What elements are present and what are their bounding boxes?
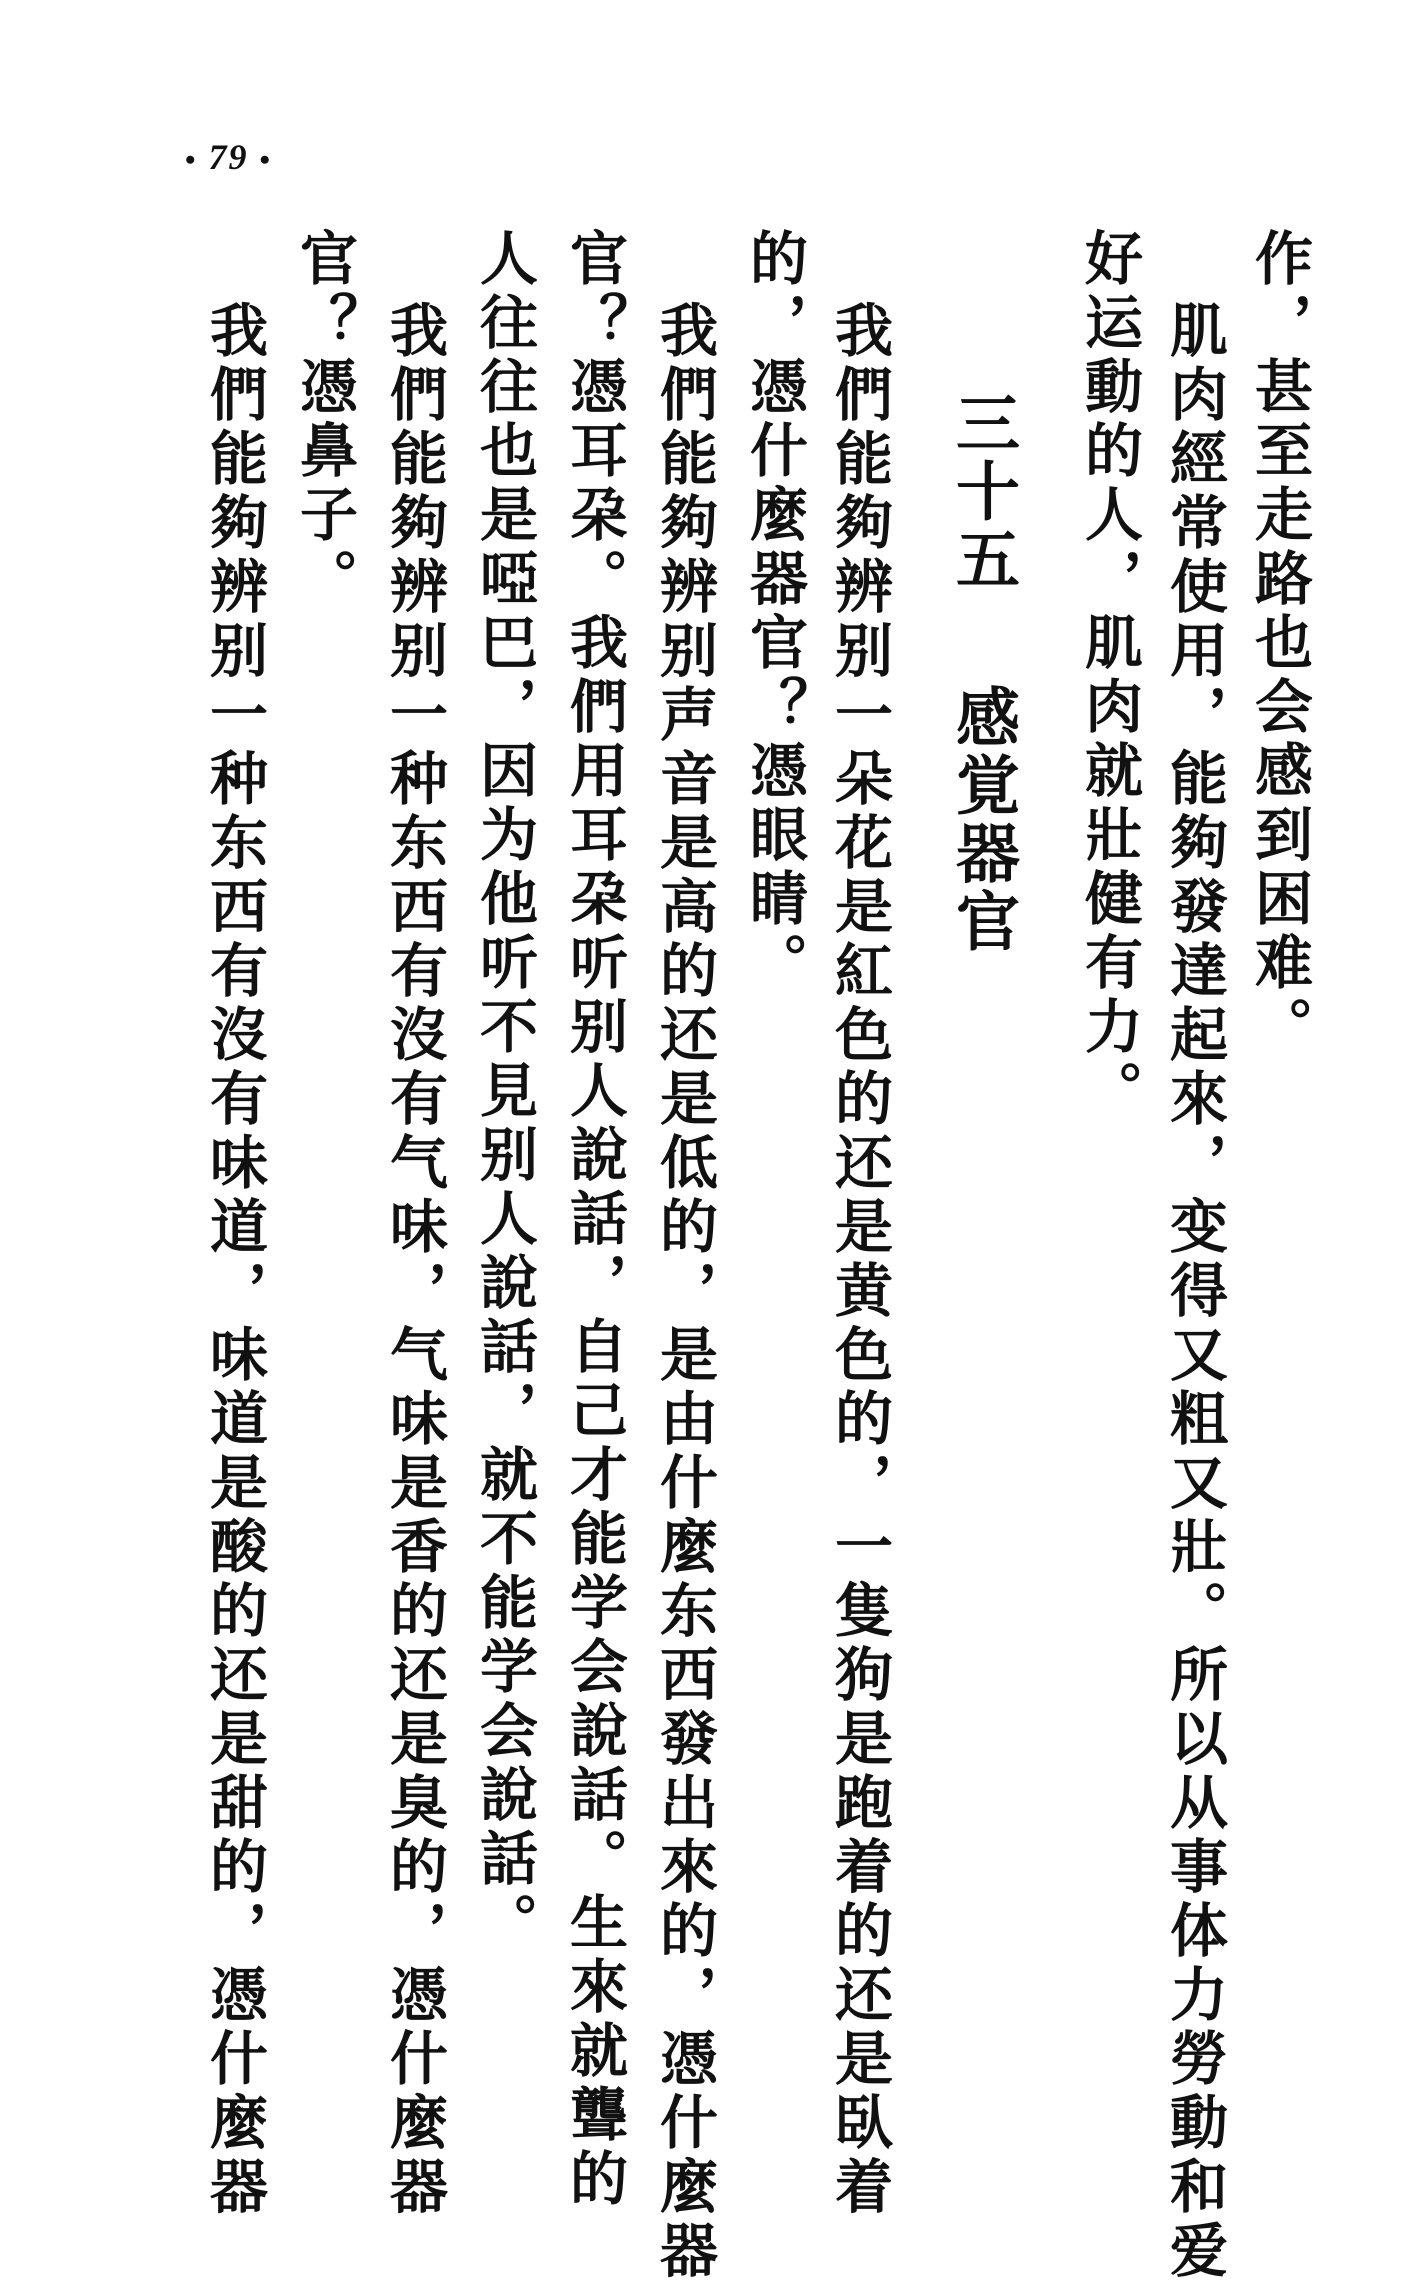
text-column-9: 我們能夠辨别一种东西有沒有气味，气味是香的还是臭的，憑什麼器 (380, 300, 448, 2220)
text-column-3: 好运動的人，肌肉就壯健有力。 (1075, 228, 1143, 1124)
text-column-1: 作，甚至走路也会感到困难。 (1245, 228, 1313, 1060)
section-number: 三十五 (945, 390, 1019, 594)
bullet-dot: • (259, 143, 273, 177)
bullet-dot: • (185, 143, 198, 177)
text-column-8: 人往往也是啞巴，因为他听不見别人說話，就不能学会說話。 (470, 228, 538, 1956)
text-column-11: 我們能夠辨别一种东西有沒有味道，味道是酸的还是甜的，憑什麼器 (200, 300, 268, 2220)
text-column-10: 官？憑鼻子。 (290, 228, 358, 612)
text-column-4: 我們能夠辨别一朵花是紅色的还是黄色的，一隻狗是跑着的还是臥着 (825, 300, 893, 2220)
page-number-value: 79 (208, 137, 249, 177)
text-column-7: 官？憑耳朶。我們用耳朶听别人說話，自己才能学会說話。生來就聾的 (560, 228, 628, 2212)
page-number (185, 136, 272, 178)
text-column-5: 的，憑什麼器官？憑眼睛。 (740, 228, 808, 996)
section-title: 感覚器官 (945, 684, 1019, 956)
text-column-6: 我們能夠辨别声音是高的还是低的，是由什麼东西發出來的，憑什麼器 (650, 300, 718, 2284)
text-column-2: 肌肉經常使用，能夠發達起來，变得又粗又壯。所以从事体力勞動和爱 (1160, 300, 1228, 2284)
section-heading (945, 390, 1019, 956)
